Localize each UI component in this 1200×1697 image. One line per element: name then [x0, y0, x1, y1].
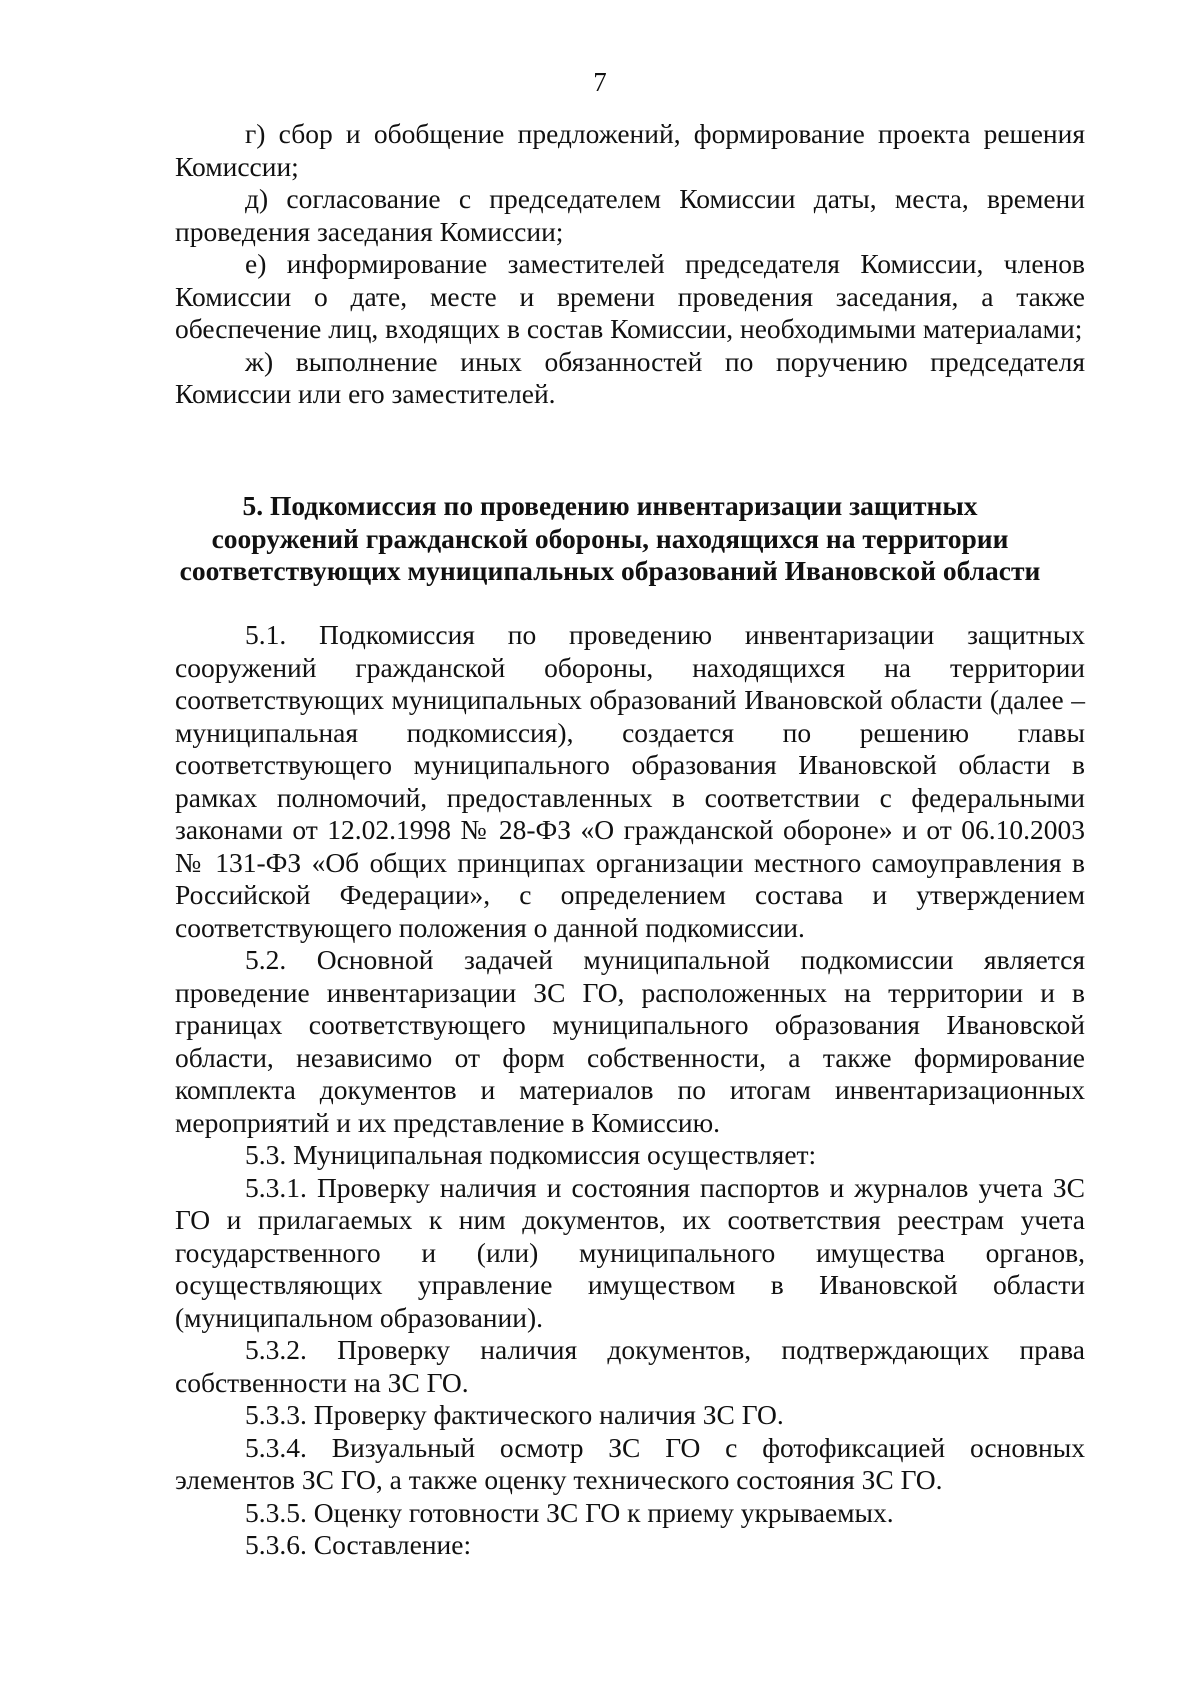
- paragraph-zh: ж) выполнение иных обязанностей по поручению председателя Комиссии или его заместителей.: [175, 345, 1085, 409]
- section-heading-line-3: соответствующих муниципальных образований Ивановской области: [179, 555, 1041, 586]
- paragraph-5-1: 5.1. Подкомиссия по проведению инвентаризации защитных сооружений гражданской обороны, находящихся на территории соответствующих муниципальных образований Ивановской области (далее – муниципальная подкомиссия), создается по решению главы соответствующего муниципального образования Ивановской области в рамках полномочий, предоставленных в соответствии с федеральными законами от 12.02.1998 № 28-ФЗ «О гражданской обороне» и от 06.10.2003 № 131-ФЗ «Об общих принципах организации местного самоуправления в Российской Федерации», с определением состава и утверждением соответствующего положения о данной подкомиссии.: [175, 619, 1085, 943]
- paragraph-5-2: 5.2. Основной задачей муниципальной подкомиссии является проведение инвентаризации ЗС ГО, расположенных на территории и в границах соответствующего муниципального образования Ивановской области, независимо от форм собственности, а также формирование комплекта документов и материалов по итогам инвентаризационных мероприятий и их представление в Комиссию.: [175, 944, 1085, 1138]
- paragraph-5-3: 5.3. Муниципальная подкомиссия осуществляет:: [245, 1139, 817, 1170]
- paragraph-5-3-4: 5.3.4. Визуальный осмотр ЗС ГО с фотофиксацией основных элементов ЗС ГО, а также оценку технического состояния ЗС ГО.: [175, 1431, 1085, 1495]
- paragraph-d: д) согласование с председателем Комиссии даты, места, времени проведения заседания Комиссии;: [175, 183, 1085, 247]
- section-heading-line-2: сооружений гражданской обороны, находящихся на территории: [211, 522, 1009, 554]
- duties-list: [175, 118, 1085, 411]
- paragraph-5-3-2: 5.3.2. Проверку наличия документов, подтверждающих права собственности на ЗС ГО.: [175, 1334, 1085, 1398]
- page-number: 7: [593, 67, 607, 97]
- paragraph-5-3-3: 5.3.3. Проверку фактического наличия ЗС ГО.: [245, 1399, 784, 1430]
- paragraph-5-3-1: 5.3.1. Проверку наличия и состояния паспортов и журналов учета ЗС ГО и прилагаемых к ним документов, их соответствия реестрам учета государственного и (или) муниципального имущества органов, осуществляющих управление имуществом в Ивановской области (муниципальном образовании).: [175, 1171, 1085, 1333]
- paragraph-e: е) информирование заместителей председателя Комиссии, членов Комиссии о дате, месте и времени проведения заседания, а также обеспечение лиц, входящих в состав Комиссии, необходимыми материалами;: [175, 248, 1085, 344]
- section-5-body: [175, 619, 1085, 1562]
- paragraph-5-3-6: 5.3.6. Составление:: [245, 1529, 472, 1560]
- paragraph-5-3-5: 5.3.5. Оценку готовности ЗС ГО к приему укрываемых.: [245, 1496, 894, 1528]
- section-heading: [150, 490, 1070, 588]
- paragraph-g: г) сбор и обобщение предложений, формирование проекта решения Комиссии;: [175, 118, 1085, 182]
- section-heading-line-1: 5. Подкомиссия по проведению инвентаризации защитных: [242, 490, 978, 521]
